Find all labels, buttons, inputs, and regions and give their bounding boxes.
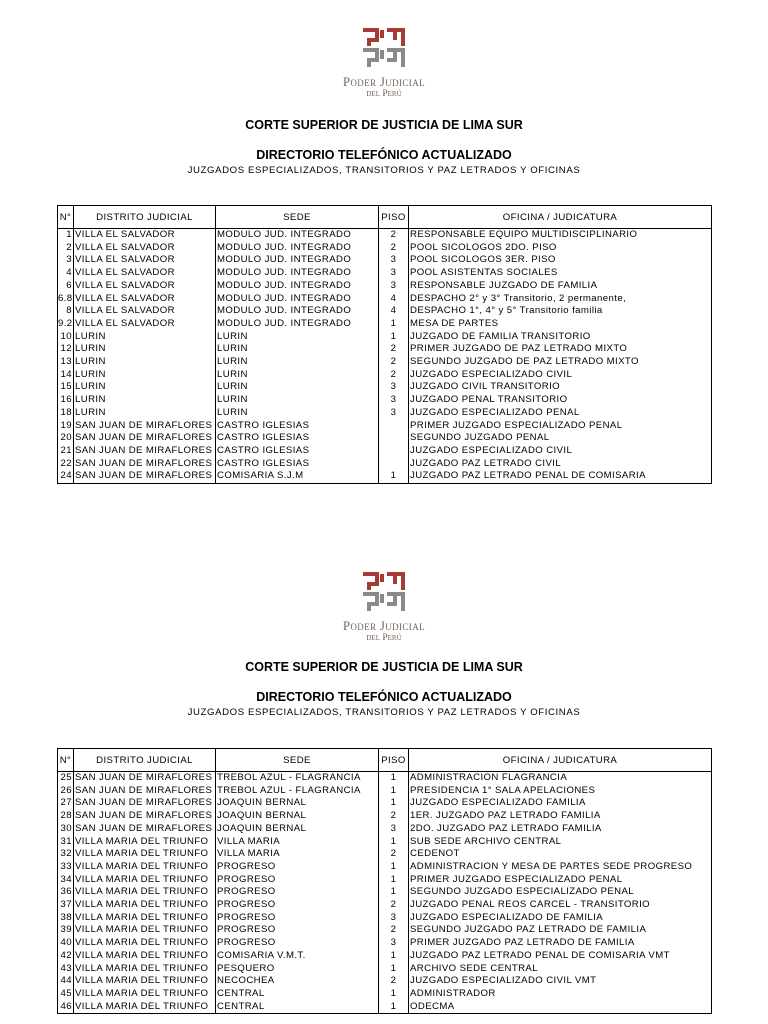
- row-sede: COMISARIA S.J.M: [216, 470, 379, 483]
- row-sede: CASTRO IGLESIAS: [216, 420, 379, 433]
- row-oficina: JUZGADO ESPECIALIZADO FAMILIA: [409, 797, 712, 810]
- row-number: 34: [58, 874, 74, 887]
- directory-table: [57, 205, 712, 484]
- table-row: [58, 772, 712, 785]
- row-number: 21: [58, 445, 74, 458]
- poder-judicial-emblem-icon: [359, 570, 409, 614]
- row-sede: PROGRESO: [216, 886, 379, 899]
- row-oficina: ADMINISTRACION Y MESA DE PARTES SEDE PROGRESO: [409, 861, 712, 874]
- row-sede: JOAQUIN BERNAL: [216, 823, 379, 836]
- row-piso: 2: [379, 848, 409, 861]
- row-oficina: ADMINISTRADOR: [409, 988, 712, 1001]
- col-header-sede: SEDE: [216, 749, 379, 772]
- row-distrito: VILLA MARIA DEL TRIUNFO: [74, 1001, 216, 1014]
- row-piso: 1: [379, 785, 409, 798]
- row-oficina: 1ER. JUZGADO PAZ LETRADO FAMILIA: [409, 810, 712, 823]
- row-distrito: SAN JUAN DE MIRAFLORES: [74, 772, 216, 785]
- table-row: [58, 331, 712, 344]
- row-number: 37: [58, 899, 74, 912]
- row-piso: 1: [379, 861, 409, 874]
- row-sede: MODULO JUD. INTEGRADO: [216, 254, 379, 267]
- row-oficina: SUB SEDE ARCHIVO CENTRAL: [409, 836, 712, 849]
- table-row: [58, 432, 712, 445]
- row-distrito: LURIN: [74, 369, 216, 382]
- row-sede: LURIN: [216, 381, 379, 394]
- table-row: [58, 343, 712, 356]
- row-oficina: JUZGADO CIVIL TRANSITORIO: [409, 381, 712, 394]
- col-header-number: N°: [58, 749, 74, 772]
- row-sede: PROGRESO: [216, 861, 379, 874]
- table-row: [58, 924, 712, 937]
- row-distrito: VILLA EL SALVADOR: [74, 318, 216, 331]
- row-distrito: SAN JUAN DE MIRAFLORES: [74, 785, 216, 798]
- row-piso: 1: [379, 963, 409, 976]
- row-oficina: ARCHIVO SEDE CENTRAL: [409, 963, 712, 976]
- row-sede: PESQUERO: [216, 963, 379, 976]
- row-sede: PROGRESO: [216, 937, 379, 950]
- row-distrito: VILLA EL SALVADOR: [74, 254, 216, 267]
- row-sede: VILLA MARIA: [216, 836, 379, 849]
- table-row: [58, 356, 712, 369]
- table-row: [58, 280, 712, 293]
- table-row: [58, 836, 712, 849]
- org-name: Poder Judicial: [342, 75, 426, 89]
- row-piso: 3: [379, 937, 409, 950]
- row-distrito: SAN JUAN DE MIRAFLORES: [74, 445, 216, 458]
- col-header-oficina: OFICINA / JUDICATURA: [409, 206, 712, 229]
- table-row: [58, 445, 712, 458]
- row-sede: PROGRESO: [216, 899, 379, 912]
- row-number: 6: [58, 280, 74, 293]
- table-row: [58, 470, 712, 483]
- row-number: 19: [58, 420, 74, 433]
- row-piso: 3: [379, 407, 409, 420]
- row-piso: [379, 432, 409, 445]
- row-oficina: PRIMER JUZGADO DE PAZ LETRADO MIXTO: [409, 343, 712, 356]
- row-distrito: LURIN: [74, 343, 216, 356]
- row-sede: MODULO JUD. INTEGRADO: [216, 242, 379, 255]
- table-row: [58, 912, 712, 925]
- row-distrito: LURIN: [74, 356, 216, 369]
- directory-table: [57, 748, 712, 1014]
- row-oficina: POOL SICOLOGOS 2DO. PISO: [409, 242, 712, 255]
- row-number: 26: [58, 785, 74, 798]
- row-number: 32: [58, 848, 74, 861]
- table-row: [58, 937, 712, 950]
- table-row: [58, 785, 712, 798]
- row-oficina: CEDENOT: [409, 848, 712, 861]
- row-sede: CENTRAL: [216, 988, 379, 1001]
- row-sede: MODULO JUD. INTEGRADO: [216, 293, 379, 306]
- row-oficina: PRIMER JUZGADO PAZ LETRADO DE FAMILIA: [409, 937, 712, 950]
- row-oficina: PRIMER JUZGADO ESPECIALIZADO PENAL: [409, 874, 712, 887]
- poder-judicial-logo-2: [0, 570, 768, 643]
- row-sede: LURIN: [216, 356, 379, 369]
- row-oficina: JUZGADO PAZ LETRADO PENAL DE COMISARIA: [409, 470, 712, 483]
- row-oficina: SEGUNDO JUZGADO DE PAZ LETRADO MIXTO: [409, 356, 712, 369]
- row-number: 33: [58, 861, 74, 874]
- table-row: [58, 407, 712, 420]
- table-row: [58, 293, 712, 306]
- row-oficina: JUZGADO DE FAMILIA TRANSITORIO: [409, 331, 712, 344]
- row-sede: VILLA MARIA: [216, 848, 379, 861]
- row-sede: MODULO JUD. INTEGRADO: [216, 318, 379, 331]
- row-piso: [379, 420, 409, 433]
- row-distrito: SAN JUAN DE MIRAFLORES: [74, 810, 216, 823]
- row-sede: NECOCHEA: [216, 975, 379, 988]
- row-distrito: VILLA MARIA DEL TRIUNFO: [74, 937, 216, 950]
- row-number: 8: [58, 305, 74, 318]
- table-row: [58, 394, 712, 407]
- poder-judicial-emblem-icon: [359, 26, 409, 70]
- row-oficina: RESPONSABLE EQUIPO MULTIDISCIPLINARIO: [409, 229, 712, 242]
- table-row: [58, 899, 712, 912]
- directory-title: DIRECTORIO TELEFÓNICO ACTUALIZADO: [256, 148, 512, 162]
- row-oficina: JUZGADO PAZ LETRADO CIVIL: [409, 458, 712, 471]
- row-piso: 3: [379, 254, 409, 267]
- row-oficina: JUZGADO PAZ LETRADO PENAL DE COMISARIA VMT: [409, 950, 712, 963]
- row-number: 22: [58, 458, 74, 471]
- court-title: CORTE SUPERIOR DE JUSTICIA DE LIMA SUR: [245, 118, 523, 132]
- table-row: [58, 810, 712, 823]
- row-number: 27: [58, 797, 74, 810]
- row-number: 36: [58, 886, 74, 899]
- col-header-oficina: OFICINA / JUDICATURA: [409, 749, 712, 772]
- table-row: [58, 963, 712, 976]
- row-oficina: ADMINISTRACION FLAGRANCIA: [409, 772, 712, 785]
- row-distrito: SAN JUAN DE MIRAFLORES: [74, 458, 216, 471]
- row-distrito: VILLA EL SALVADOR: [74, 280, 216, 293]
- row-distrito: LURIN: [74, 394, 216, 407]
- row-distrito: VILLA EL SALVADOR: [74, 267, 216, 280]
- row-sede: MODULO JUD. INTEGRADO: [216, 280, 379, 293]
- row-distrito: LURIN: [74, 381, 216, 394]
- row-sede: PROGRESO: [216, 912, 379, 925]
- row-sede: LURIN: [216, 343, 379, 356]
- row-oficina: JUZGADO ESPECIALIZADO DE FAMILIA: [409, 912, 712, 925]
- row-distrito: VILLA MARIA DEL TRIUNFO: [74, 861, 216, 874]
- row-number: 39: [58, 924, 74, 937]
- row-number: 3: [58, 254, 74, 267]
- row-piso: 1: [379, 772, 409, 785]
- row-oficina: 2DO. JUZGADO PAZ LETRADO FAMILIA: [409, 823, 712, 836]
- directory-title: DIRECTORIO TELEFÓNICO ACTUALIZADO: [256, 690, 512, 704]
- row-distrito: LURIN: [74, 407, 216, 420]
- org-subname: del Perú: [366, 633, 402, 643]
- row-distrito: VILLA MARIA DEL TRIUNFO: [74, 950, 216, 963]
- row-piso: 1: [379, 874, 409, 887]
- table-row: [58, 305, 712, 318]
- table-header-row: [58, 749, 712, 772]
- row-number: 40: [58, 937, 74, 950]
- row-oficina: JUZGADO PENAL TRANSITORIO: [409, 394, 712, 407]
- row-distrito: VILLA MARIA DEL TRIUNFO: [74, 912, 216, 925]
- table-header-row: [58, 206, 712, 229]
- row-number: 16: [58, 394, 74, 407]
- row-piso: 2: [379, 242, 409, 255]
- row-piso: 1: [379, 1001, 409, 1014]
- org-subname: del Perú: [366, 89, 402, 99]
- row-oficina: POOL ASISTENTAS SOCIALES: [409, 267, 712, 280]
- row-oficina: DESPACHO 2° y 3° Transitorio, 2 permanente,: [409, 293, 712, 306]
- row-distrito: SAN JUAN DE MIRAFLORES: [74, 420, 216, 433]
- row-oficina: PRESIDENCIA 1° SALA APELACIONES: [409, 785, 712, 798]
- row-number: 4: [58, 267, 74, 280]
- row-number: 31: [58, 836, 74, 849]
- court-title: CORTE SUPERIOR DE JUSTICIA DE LIMA SUR: [245, 660, 523, 674]
- row-sede: CASTRO IGLESIAS: [216, 432, 379, 445]
- table-row: [58, 458, 712, 471]
- table-row: [58, 318, 712, 331]
- directory-subtitle: JUZGADOS ESPECIALIZADOS, TRANSITORIOS Y PAZ LETRADOS Y OFICINAS: [187, 707, 581, 718]
- row-piso: 2: [379, 899, 409, 912]
- row-piso: 1: [379, 836, 409, 849]
- row-distrito: VILLA MARIA DEL TRIUNFO: [74, 899, 216, 912]
- col-header-piso: PISO: [379, 749, 409, 772]
- row-piso: [379, 458, 409, 471]
- table-row: [58, 267, 712, 280]
- row-number: 1: [58, 229, 74, 242]
- row-piso: 2: [379, 369, 409, 382]
- row-number: 24: [58, 470, 74, 483]
- table-row: [58, 874, 712, 887]
- row-piso: 2: [379, 343, 409, 356]
- row-oficina: JUZGADO ESPECIALIZADO CIVIL: [409, 445, 712, 458]
- row-piso: 4: [379, 293, 409, 306]
- row-sede: MODULO JUD. INTEGRADO: [216, 305, 379, 318]
- row-distrito: VILLA EL SALVADOR: [74, 305, 216, 318]
- row-sede: PROGRESO: [216, 924, 379, 937]
- row-number: 44: [58, 975, 74, 988]
- row-oficina: JUZGADO ESPECIALIZADO CIVIL: [409, 369, 712, 382]
- row-distrito: SAN JUAN DE MIRAFLORES: [74, 797, 216, 810]
- row-number: 2: [58, 242, 74, 255]
- table-row: [58, 229, 712, 242]
- row-distrito: VILLA MARIA DEL TRIUNFO: [74, 988, 216, 1001]
- row-oficina: SEGUNDO JUZGADO ESPECIALIZADO PENAL: [409, 886, 712, 899]
- table-row: [58, 950, 712, 963]
- row-sede: LURIN: [216, 394, 379, 407]
- row-distrito: VILLA MARIA DEL TRIUNFO: [74, 975, 216, 988]
- row-piso: 1: [379, 331, 409, 344]
- table-row: [58, 848, 712, 861]
- table-row: [58, 823, 712, 836]
- row-piso: 2: [379, 229, 409, 242]
- col-header-piso: PISO: [379, 206, 409, 229]
- row-piso: 1: [379, 886, 409, 899]
- table-row: [58, 1001, 712, 1014]
- row-piso: 1: [379, 470, 409, 483]
- row-piso: 2: [379, 975, 409, 988]
- row-oficina: ODECMA: [409, 1001, 712, 1014]
- row-number: 12: [58, 343, 74, 356]
- table-row: [58, 381, 712, 394]
- row-sede: JOAQUIN BERNAL: [216, 797, 379, 810]
- row-distrito: SAN JUAN DE MIRAFLORES: [74, 823, 216, 836]
- row-sede: CASTRO IGLESIAS: [216, 445, 379, 458]
- row-piso: [379, 445, 409, 458]
- row-number: 10: [58, 331, 74, 344]
- row-number: 25: [58, 772, 74, 785]
- directory-subtitle: JUZGADOS ESPECIALIZADOS, TRANSITORIOS Y PAZ LETRADOS Y OFICINAS: [187, 165, 581, 176]
- row-sede: MODULO JUD. INTEGRADO: [216, 267, 379, 280]
- table-row: [58, 420, 712, 433]
- table-row: [58, 975, 712, 988]
- org-name: Poder Judicial: [342, 619, 426, 633]
- table-row: [58, 254, 712, 267]
- row-distrito: VILLA MARIA DEL TRIUNFO: [74, 963, 216, 976]
- row-sede: LURIN: [216, 331, 379, 344]
- row-sede: CASTRO IGLESIAS: [216, 458, 379, 471]
- row-oficina: MESA DE PARTES: [409, 318, 712, 331]
- row-number: 28: [58, 810, 74, 823]
- table-row: [58, 797, 712, 810]
- row-distrito: LURIN: [74, 331, 216, 344]
- table-row: [58, 861, 712, 874]
- col-header-sede: SEDE: [216, 206, 379, 229]
- row-distrito: VILLA MARIA DEL TRIUNFO: [74, 836, 216, 849]
- row-sede: CENTRAL: [216, 1001, 379, 1014]
- row-piso: 1: [379, 988, 409, 1001]
- table-row: [58, 369, 712, 382]
- row-distrito: SAN JUAN DE MIRAFLORES: [74, 470, 216, 483]
- row-number: 6.8: [58, 292, 73, 304]
- row-distrito: VILLA EL SALVADOR: [74, 293, 216, 306]
- row-number: 9.2: [58, 317, 73, 329]
- row-distrito: VILLA EL SALVADOR: [74, 242, 216, 255]
- row-piso: 3: [379, 823, 409, 836]
- row-piso: 2: [379, 810, 409, 823]
- row-sede: LURIN: [216, 407, 379, 420]
- row-oficina: SEGUNDO JUZGADO PAZ LETRADO DE FAMILIA: [409, 924, 712, 937]
- row-distrito: VILLA MARIA DEL TRIUNFO: [74, 874, 216, 887]
- row-oficina: JUZGADO ESPECIALIZADO CIVIL VMT: [409, 975, 712, 988]
- row-sede: JOAQUIN BERNAL: [216, 810, 379, 823]
- row-oficina: JUZGADO ESPECIALIZADO PENAL: [409, 407, 712, 420]
- row-piso: 3: [379, 912, 409, 925]
- row-oficina: POOL SICOLOGOS 3ER. PISO: [409, 254, 712, 267]
- row-distrito: VILLA MARIA DEL TRIUNFO: [74, 886, 216, 899]
- row-number: 18: [58, 407, 74, 420]
- row-piso: 2: [379, 924, 409, 937]
- row-oficina: JUZGADO PENAL REOS CARCEL - TRANSITORIO: [409, 899, 712, 912]
- poder-judicial-logo: [0, 26, 768, 99]
- row-number: 43: [58, 963, 74, 976]
- row-piso: 3: [379, 280, 409, 293]
- row-distrito: SAN JUAN DE MIRAFLORES: [74, 432, 216, 445]
- row-piso: 1: [379, 318, 409, 331]
- row-piso: 2: [379, 356, 409, 369]
- row-oficina: PRIMER JUZGADO ESPECIALIZADO PENAL: [409, 420, 712, 433]
- col-header-number: N°: [58, 206, 74, 229]
- col-header-distrito: DISTRITO JUDICIAL: [74, 206, 216, 229]
- row-oficina: RESPONSABLE JUZGADO DE FAMILIA: [409, 280, 712, 293]
- row-number: 15: [58, 381, 74, 394]
- row-number: 30: [58, 823, 74, 836]
- col-header-distrito: DISTRITO JUDICIAL: [74, 749, 216, 772]
- table-row: [58, 988, 712, 1001]
- row-sede: PROGRESO: [216, 874, 379, 887]
- row-piso: 4: [379, 305, 409, 318]
- row-sede: COMISARIA V.M.T.: [216, 950, 379, 963]
- row-piso: 1: [379, 797, 409, 810]
- row-number: 42: [58, 950, 74, 963]
- row-oficina: DESPACHO 1°, 4° y 5° Transitorio familia: [409, 305, 712, 318]
- row-sede: MODULO JUD. INTEGRADO: [216, 229, 379, 242]
- row-piso: 3: [379, 381, 409, 394]
- row-sede: LURIN: [216, 369, 379, 382]
- row-number: 13: [58, 356, 74, 369]
- row-distrito: VILLA MARIA DEL TRIUNFO: [74, 924, 216, 937]
- row-oficina: SEGUNDO JUZGADO PENAL: [409, 432, 712, 445]
- table-row: [58, 242, 712, 255]
- row-number: 46: [58, 1001, 74, 1014]
- table-row: [58, 886, 712, 899]
- row-piso: 3: [379, 394, 409, 407]
- row-number: 38: [58, 912, 74, 925]
- row-piso: 1: [379, 950, 409, 963]
- row-piso: 3: [379, 267, 409, 280]
- row-number: 20: [58, 432, 74, 445]
- row-sede: TREBOL AZUL - FLAGRANCIA: [216, 772, 379, 785]
- row-distrito: VILLA EL SALVADOR: [74, 229, 216, 242]
- row-distrito: VILLA MARIA DEL TRIUNFO: [74, 848, 216, 861]
- row-number: 45: [58, 988, 74, 1001]
- row-sede: TREBOL AZUL - FLAGRANCIA: [216, 785, 379, 798]
- row-number: 14: [58, 369, 74, 382]
